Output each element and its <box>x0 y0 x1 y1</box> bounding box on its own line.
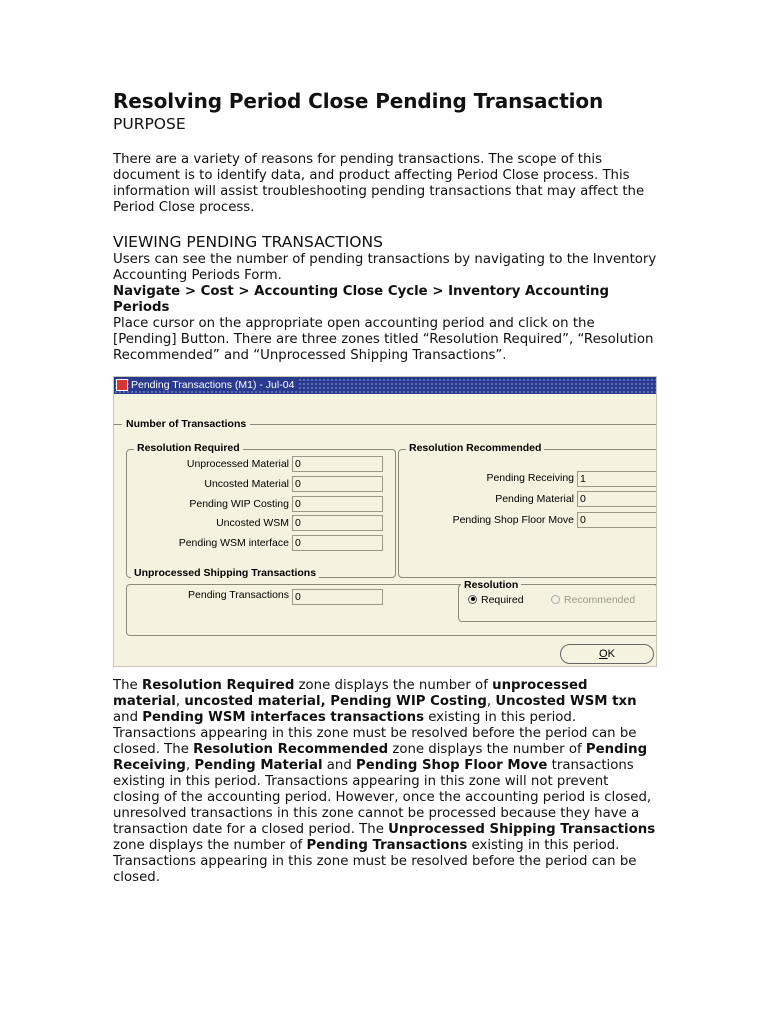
viewing-paragraph: Users can see the number of pending transactions by navigating to the Inventory Accounting Periods Form. <box>113 252 657 283</box>
uncosted-wsm-label: Uncosted WSM <box>216 517 289 529</box>
cursor-paragraph: Place cursor on the appropriate open accounting period and click on the [Pending] Button. There are three zones titled “Resolution Required”, “Resolution Recommended” and “Unprocessed Shipping Transactions”. <box>113 316 654 363</box>
document-explanation <box>113 678 658 886</box>
uncosted-material-field[interactable]: 0 <box>292 476 383 492</box>
pending-shop-floor-move-field[interactable]: 0 <box>577 512 657 528</box>
uncosted-wsm-field[interactable]: 0 <box>292 515 383 531</box>
pending-material-label: Pending Material <box>495 493 574 505</box>
purpose-heading: PURPOSE <box>113 115 186 133</box>
pending-wsm-interface-field[interactable]: 0 <box>292 535 383 551</box>
resolution-required-title: Resolution Required <box>134 442 243 454</box>
oracle-form-icon <box>116 379 128 391</box>
pending-material-field[interactable]: 0 <box>577 491 657 507</box>
ok-mnemonic: O <box>599 648 608 660</box>
resolution-radio-title: Resolution <box>461 579 521 591</box>
explanation-paragraph: The Resolution Required zone displays the number of unprocessed material, uncosted material, Pending WIP Costing, Uncosted WSM txn and Pending WSM interfaces transactions existing in this period. Transactions appearing in this zone must be resolved before the period can be closed. The Resolution Recommended zone displays the number of Pending Receiving, Pending Material and Pending Shop Floor Move transactions existing in this period. Transactions appearing in this zone will not prevent closing of the accounting period. However, once the accounting period is closed, unresolved transactions in this zone cannot be processed because they have a transaction date for a closed period. The Unprocessed Shipping Transactions zone displays the number of Pending Transactions existing in this period. Transactions appearing in this zone must be resolved before the period can be closed. <box>113 678 656 885</box>
window-title: Pending Transactions (M1) - Jul-04 <box>131 379 298 391</box>
pending-transactions-window <box>113 376 657 667</box>
unprocessed-material-field[interactable]: 0 <box>292 456 383 472</box>
pending-wip-costing-field[interactable]: 0 <box>292 496 383 512</box>
pending-wsm-interface-label: Pending WSM interface <box>178 537 289 549</box>
number-of-transactions-label: Number of Transactions <box>122 418 250 430</box>
purpose-paragraph: There are a variety of reasons for pending transactions. The scope of this document is to identify data, and product affecting Period Close process. This information will assist troubleshooting pending transactions that may affect the Period Close process. <box>113 152 645 215</box>
navigation-path: Navigate > Cost > Accounting Close Cycle > Inventory Accounting Periods <box>113 284 610 315</box>
page-title: Resolving Period Close Pending Transaction <box>113 89 604 113</box>
unprocessed-material-label: Unprocessed Material <box>186 458 289 470</box>
radio-recommended[interactable] <box>551 594 635 606</box>
unprocessed-shipping-title: Unprocessed Shipping Transactions <box>131 567 319 579</box>
radio-recommended-label: Recommended <box>564 594 636 606</box>
pending-shop-floor-move-label: Pending Shop Floor Move <box>452 514 574 526</box>
document-intro <box>113 88 658 364</box>
ok-button[interactable] <box>560 644 654 664</box>
form-body <box>114 394 656 666</box>
pending-transactions-label: Pending Transactions <box>188 589 289 601</box>
radio-required[interactable] <box>468 594 524 606</box>
pending-receiving-field[interactable]: 1 <box>577 471 657 487</box>
radio-unselected-icon <box>551 595 560 604</box>
radio-selected-icon <box>468 595 477 604</box>
uncosted-material-label: Uncosted Material <box>204 478 289 490</box>
window-titlebar[interactable] <box>114 377 656 394</box>
resolution-recommended-title: Resolution Recommended <box>406 442 544 454</box>
ok-button-label: K <box>607 648 615 660</box>
pending-wip-costing-label: Pending WIP Costing <box>189 498 289 510</box>
pending-receiving-label: Pending Receiving <box>486 472 574 484</box>
radio-required-label: Required <box>481 594 524 606</box>
pending-transactions-field[interactable]: 0 <box>292 589 383 605</box>
viewing-heading: VIEWING PENDING TRANSACTIONS <box>113 233 383 251</box>
